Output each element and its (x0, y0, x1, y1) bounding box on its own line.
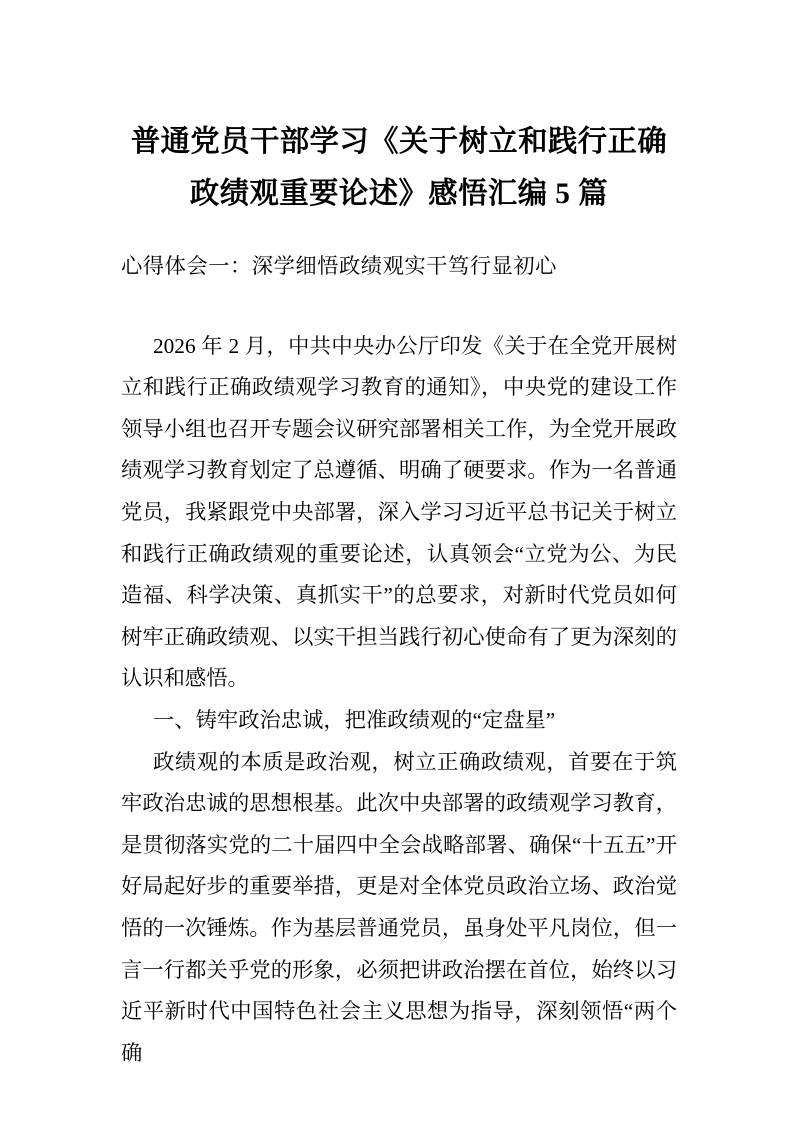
paragraph-2: 政绩观的本质是政治观，树立正确政绩观，首要在于筑牢政治忠诚的思想根基。此次中央部署的政绩观学习教育，是贯彻落实党的二十届四中全会战略部署、确保“十五五”开好局起好步的重要举措，更是对全体党员政治立场、政治觉悟的一次锤炼。作为基层普通党员，虽身处平凡岗位，但一言一行都关乎党的形象，必须把讲政治摆在首位，始终以习近平新时代中国特色社会主义思想为指导，深刻领悟“两个确 (121, 749, 677, 1065)
section-subtitle: 心得体会一：深学细悟政绩观实干笃行显初心 (121, 254, 557, 278)
document-title: 普通党员干部学习《关于树立和践行正确政绩观重要论述》感悟汇编 5 篇 (130, 126, 668, 210)
section-heading-1: 一、铸牢政治忠诚，把准政绩观的“定盘星” (153, 707, 556, 732)
paragraph-1: 2026 年 2 月，中共中央办公厅印发《关于在全党开展树立和践行正确政绩观学习教育的通知》，中央党的建设工作领导小组也召开专题会议研究部署相关工作，为全党开展政绩观学习教育划定了总遵循、明确了硬要求。作为一名普通党员，我紧跟党中央部署，深入学习习近平总书记关于树立和践行正确政绩观的重要论述，认真领会“立党为公、为民造福、科学决策、真抓实干”的总要求，对新时代党员如何树牢正确政绩观、以实干担当践行初心使命有了更为深刻的认识和感悟。 (121, 333, 677, 691)
